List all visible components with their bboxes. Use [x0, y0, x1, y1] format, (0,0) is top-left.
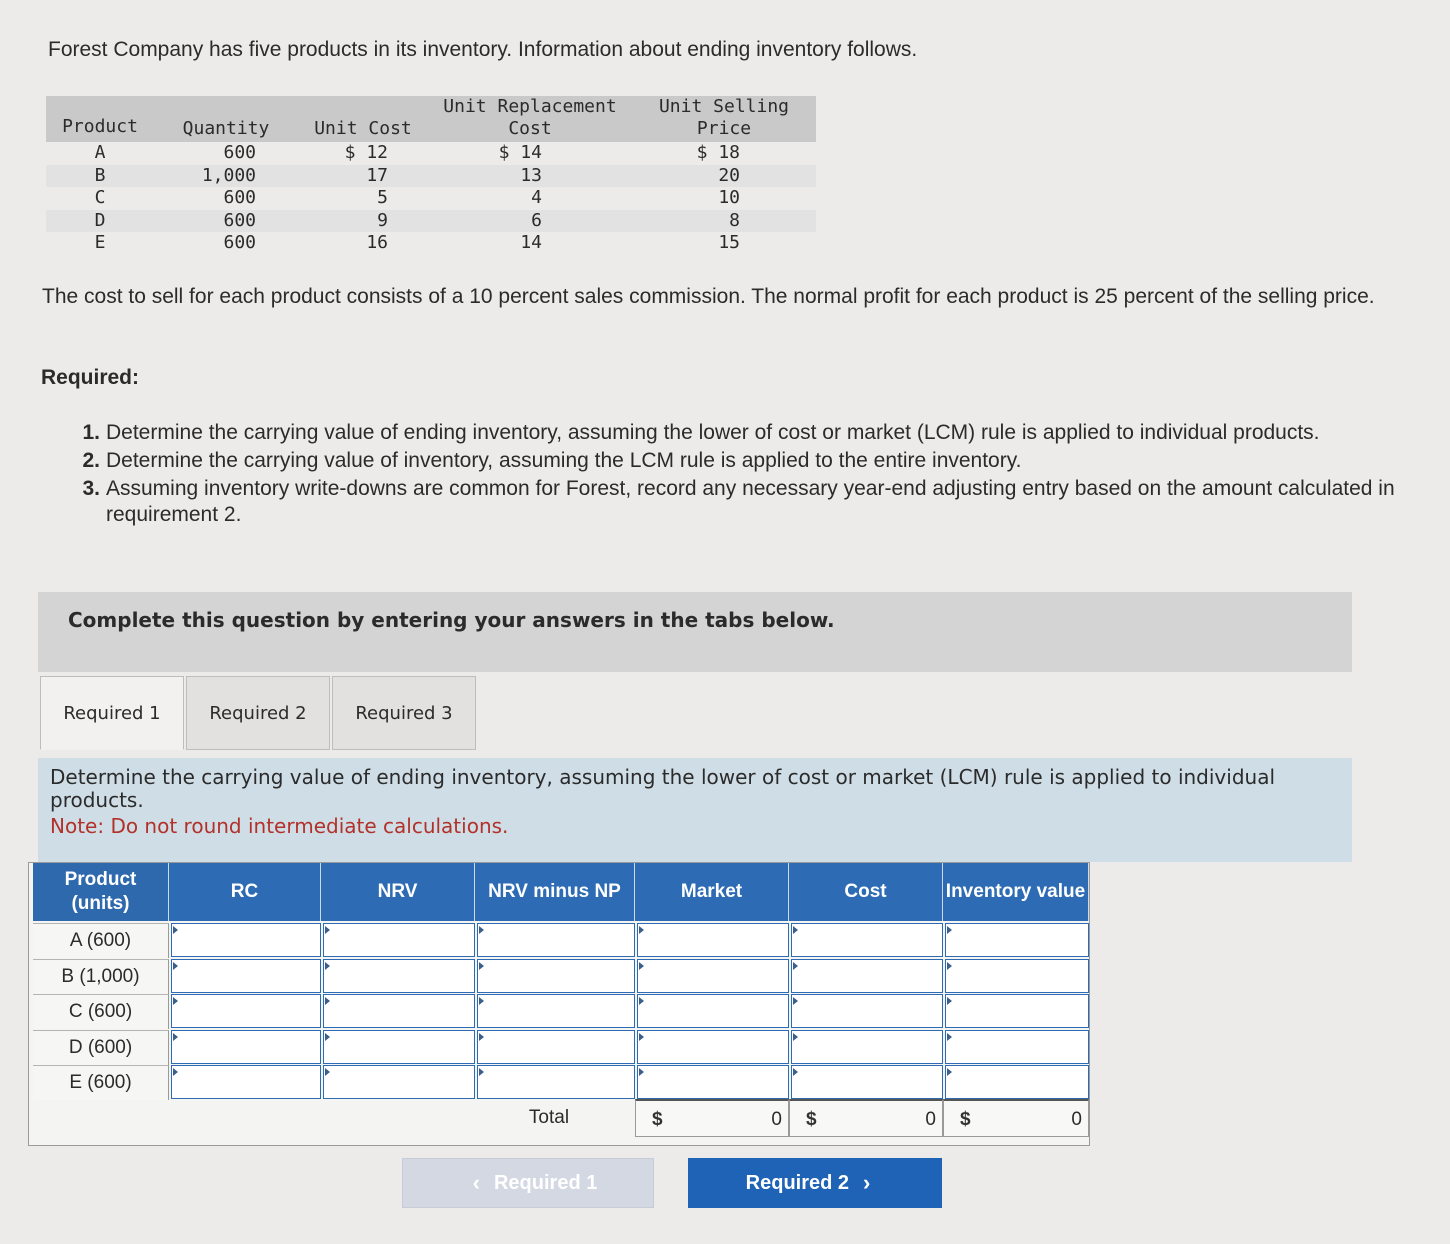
requirement-number: 3. — [82, 477, 100, 500]
inventory-cell-product: C — [94, 187, 106, 208]
input-nrv-minus-np[interactable] — [477, 959, 635, 993]
inventory-cell-quantity: 600 — [223, 232, 256, 253]
intro-text: Forest Company has five products in its inventory. Information about ending inventory follows. — [48, 38, 918, 61]
input-market[interactable] — [637, 994, 789, 1028]
row-label: C (600) — [33, 994, 169, 1029]
input-market[interactable] — [637, 923, 789, 957]
inventory-cell-unit-cost: 5 — [377, 187, 388, 208]
complete-banner-text: Complete this question by entering your answers in the tabs below. — [68, 608, 835, 632]
total-inventory-currency: $ — [960, 1109, 971, 1130]
requirement-item — [70, 448, 1440, 474]
complete-banner — [38, 592, 1352, 672]
input-nrv-minus-np[interactable] — [477, 1065, 635, 1099]
inventory-cell-replacement: 4 — [531, 187, 542, 208]
header-market: Market — [635, 863, 789, 921]
row-label: B (1,000) — [33, 959, 169, 994]
inventory-cell-unit-cost: 9 — [377, 209, 388, 231]
input-nrv[interactable] — [323, 994, 475, 1028]
inventory-cell-selling: 8 — [729, 209, 740, 231]
header-replacement-line2: Cost — [508, 118, 552, 139]
header-unit-cost: Unit Cost — [314, 118, 412, 139]
next-button[interactable] — [688, 1158, 942, 1208]
tab-required-3[interactable]: Required 3 — [332, 676, 476, 750]
requirement-text: Assuming inventory write-downs are common for Forest, record any necessary year-end adjusting entry based on the amount calculated in requirement 2. — [106, 477, 1395, 526]
input-cost[interactable] — [791, 959, 943, 993]
inventory-cell-selling: 15 — [718, 232, 740, 253]
prev-button[interactable] — [402, 1158, 654, 1208]
total-market-currency: $ — [652, 1109, 663, 1130]
input-rc[interactable] — [171, 1065, 321, 1099]
answer-table — [28, 862, 1090, 1146]
inventory-table-header — [46, 96, 816, 142]
input-market[interactable] — [637, 959, 789, 993]
input-inventory-value[interactable] — [945, 959, 1089, 993]
inventory-cell-selling: $ 18 — [696, 142, 740, 163]
inventory-cell-selling: 20 — [718, 164, 740, 186]
row-label: A (600) — [33, 923, 169, 958]
instruction-box — [38, 758, 1352, 862]
header-cost: Cost — [789, 863, 943, 921]
input-nrv-minus-np[interactable] — [477, 923, 635, 957]
inventory-cell-selling: 10 — [718, 187, 740, 208]
instruction-text: Determine the carrying value of ending inventory, assuming the lower of cost or market (LCM) rule is applied to individual products. — [50, 765, 1276, 812]
inventory-cell-unit-cost: 16 — [366, 232, 388, 253]
input-cost[interactable] — [791, 1030, 943, 1064]
inventory-cell-replacement: 14 — [520, 232, 542, 253]
input-rc[interactable] — [171, 959, 321, 993]
inventory-cell-replacement: 6 — [531, 209, 542, 231]
inventory-cell-quantity: 1,000 — [201, 164, 256, 186]
header-product: Product — [62, 116, 138, 137]
input-nrv[interactable] — [323, 959, 475, 993]
header-nrv: NRV — [321, 863, 475, 921]
required-title: Required: — [41, 366, 140, 389]
inventory-cell-quantity: 600 — [223, 142, 256, 163]
header-inventory-value: Inventory value — [943, 863, 1089, 921]
inventory-row — [46, 165, 816, 188]
total-inventory-amount: 0 — [1071, 1109, 1082, 1130]
input-nrv[interactable] — [323, 923, 475, 957]
chevron-right-icon: › — [863, 1170, 871, 1195]
cost-paragraph: The cost to sell for each product consists of a 10 percent sales commission. The normal profit for each product is 25 percent of the selling price. — [42, 285, 1375, 308]
chevron-left-icon: ‹ — [472, 1170, 480, 1195]
requirement-text: Determine the carrying value of ending inventory, assuming the lower of cost or market (LCM) rule is applied to individual products. — [106, 421, 1320, 444]
inventory-cell-unit-cost: 17 — [366, 164, 388, 186]
inventory-row — [46, 232, 816, 255]
note-text: Note: Do not round intermediate calculations. — [50, 814, 509, 838]
tab-bar — [40, 676, 478, 750]
total-cost — [789, 1099, 943, 1137]
requirement-number: 2. — [82, 449, 100, 472]
input-market[interactable] — [637, 1030, 789, 1064]
tab-required-1[interactable]: Required 1 — [40, 676, 184, 750]
input-inventory-value[interactable] — [945, 994, 1089, 1028]
input-rc[interactable] — [171, 923, 321, 957]
input-inventory-value[interactable] — [945, 1065, 1089, 1099]
total-market — [635, 1099, 789, 1137]
inventory-cell-quantity: 600 — [223, 187, 256, 208]
inventory-cell-unit-cost: $ 12 — [344, 142, 388, 163]
requirement-text: Determine the carrying value of inventory, assuming the LCM rule is applied to the entire inventory. — [106, 449, 1022, 472]
tab-required-2[interactable]: Required 2 — [186, 676, 330, 750]
input-cost[interactable] — [791, 923, 943, 957]
input-nrv[interactable] — [323, 1065, 475, 1099]
total-market-value: 0 — [771, 1109, 782, 1130]
header-rc: RC — [169, 863, 321, 921]
inventory-cell-product: E — [94, 232, 106, 253]
header-nrv-minus-np: NRV minus NP — [475, 863, 635, 921]
inventory-row — [46, 187, 816, 210]
input-inventory-value[interactable] — [945, 923, 1089, 957]
prev-button-label: Required 1 — [493, 1171, 598, 1194]
next-button-label: Required 2 — [745, 1171, 850, 1194]
input-inventory-value[interactable] — [945, 1030, 1089, 1064]
inventory-row — [46, 142, 816, 165]
inventory-cell-product: A — [94, 142, 106, 163]
requirement-item — [70, 420, 1440, 446]
input-cost[interactable] — [791, 994, 943, 1028]
input-market[interactable] — [637, 1065, 789, 1099]
row-label: D (600) — [33, 1030, 169, 1065]
header-quantity: Quantity — [182, 118, 270, 139]
header-selling-line2: Price — [696, 118, 752, 139]
header-selling-line1: Unit Selling — [658, 96, 790, 117]
total-cost-value: 0 — [925, 1109, 936, 1130]
header-replacement-line1: Unit Replacement — [443, 96, 617, 117]
input-nrv[interactable] — [323, 1030, 475, 1064]
input-nrv-minus-np[interactable] — [477, 1030, 635, 1064]
requirement-item — [70, 476, 1440, 528]
inventory-cell-product: D — [94, 209, 106, 231]
input-cost[interactable] — [791, 1065, 943, 1099]
input-rc[interactable] — [171, 1030, 321, 1064]
total-label: Total — [528, 1107, 570, 1128]
inventory-cell-replacement: 13 — [520, 164, 542, 186]
inventory-cell-product: B — [94, 164, 106, 186]
inventory-cell-quantity: 600 — [223, 209, 256, 231]
row-label: E (600) — [33, 1065, 169, 1100]
requirements-list — [70, 420, 1440, 530]
requirement-number: 1. — [82, 421, 100, 444]
total-inventory-value — [943, 1099, 1089, 1137]
input-rc[interactable] — [171, 994, 321, 1028]
input-nrv-minus-np[interactable] — [477, 994, 635, 1028]
inventory-table — [46, 96, 816, 255]
inventory-row — [46, 210, 816, 233]
inventory-cell-replacement: $ 14 — [498, 142, 542, 163]
total-cost-currency: $ — [806, 1109, 817, 1130]
header-product-units: Product (units) — [33, 863, 169, 921]
